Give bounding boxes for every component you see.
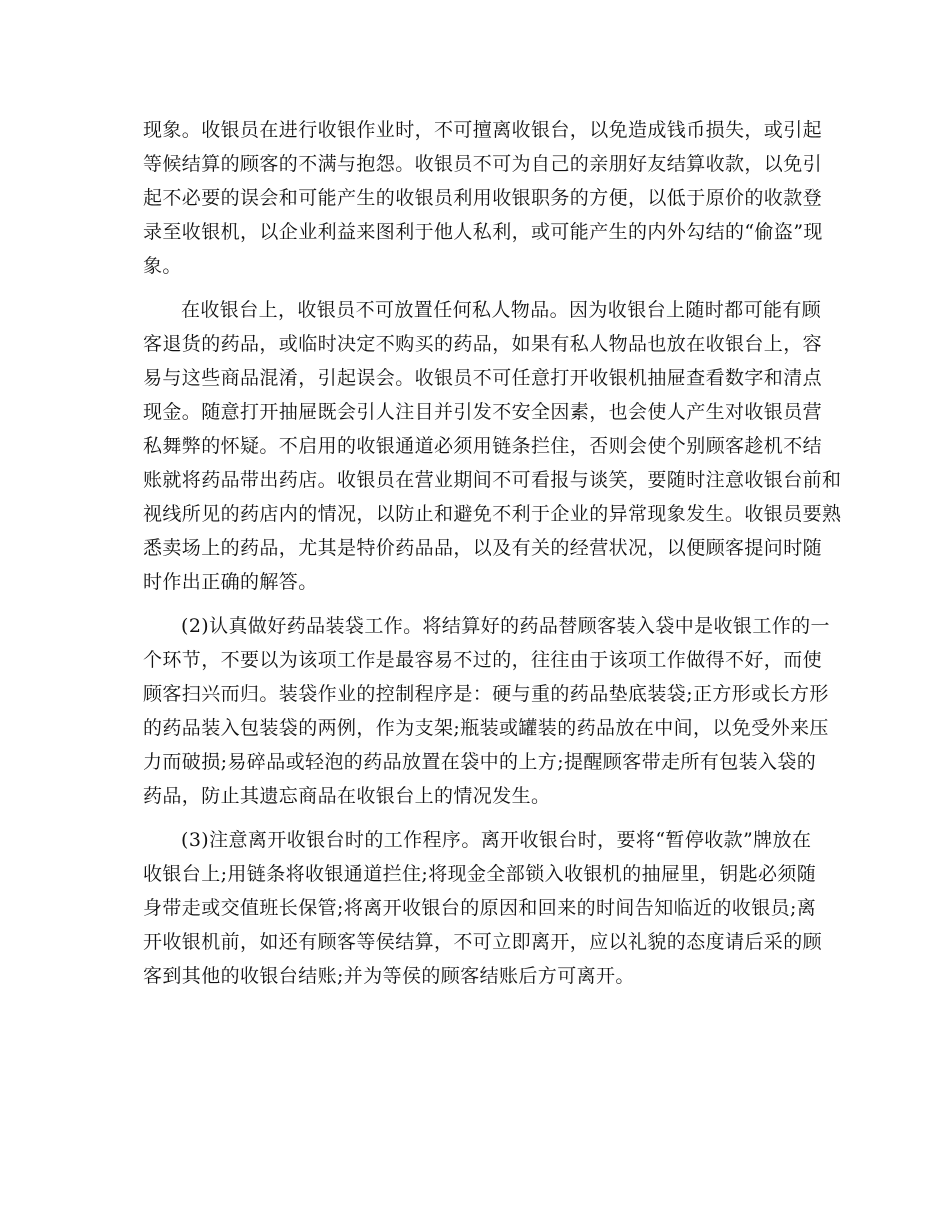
text-line: (2)认真做好药品装袋工作。将结算好的药品替顾客装入袋中是收银工作的一: [181, 615, 830, 637]
text-line: 身带走或交值班长保管;将离开收银台的原因和回来的时间告知临近的收银员;离: [143, 897, 817, 919]
text-line: 录至收银机，以企业利益来图利于他人私利，或可能产生的内外勾结的“偷盗”现: [143, 221, 823, 243]
text-line: 现象。收银员在进行收银作业时，不可擅离收银台，以免造成钱币损失，或引起: [143, 119, 823, 141]
text-line: 起不必要的误会和可能产生的收银员利用收银职务的方便，以低于原价的收款登: [143, 187, 823, 209]
text-line: 象。: [143, 255, 182, 277]
text-line: 视线所见的药店内的情况，以防止和避免不利于企业的异常现象发生。收银员要熟: [143, 503, 842, 525]
text-line: (3)注意离开收银台时的工作程序。离开收银台时，要将“暂停收款”牌放在: [181, 829, 812, 851]
text-line: 客到其他的收银台结账;并为等侯的顾客结账后方可离开。: [143, 965, 635, 987]
text-line: 的药品装入包装袋的两例，作为支架;瓶装或罐装的药品放在中间，以免受外来压: [143, 717, 829, 739]
text-line: 私舞弊的怀疑。不启用的收银通道必须用链条拦住，否则会使个别顾客趁机不结: [143, 435, 823, 457]
text-line: 现金。随意打开抽屉既会引人注目并引发不安全因素，也会使人产生对收银员营: [143, 401, 823, 423]
text-line: 开收银机前，如还有顾客等侯结算，不可立即离开，应以礼貌的态度请后采的顾: [143, 931, 823, 953]
text-line: 个环节，不要以为该项工作是最容易不过的，往往由于该项工作做得不好，而使: [143, 649, 823, 671]
text-line: 药品，防止其遗忘商品在收银台上的情况发生。: [143, 785, 551, 807]
text-line: 等候结算的顾客的不满与抱怨。收银员不可为自己的亲朋好友结算收款，以免引: [143, 153, 823, 175]
text-line: 时作出正确的解答。: [143, 571, 318, 593]
text-line: 在收银台上，收银员不可放置任何私人物品。因为收银台上随时都可能有顾: [181, 299, 822, 321]
text-line: 易与这些商品混淆，引起误会。收银员不可任意打开收银机抽屉查看数字和清点: [143, 367, 823, 389]
text-line: 力而破损;易碎品或轻泡的药品放置在袋中的上方;提醒顾客带走所有包装入袋的: [143, 751, 817, 773]
text-line: 客退货的药品，或临时决定不购买的药品，如果有私人物品也放在收银台上，容: [143, 333, 823, 355]
text-line: 账就将药品带出药店。收银员在营业期间不可看报与谈笑，要随时注意收银台前和: [143, 469, 842, 491]
text-line: 顾客扫兴而归。装袋作业的控制程序是：硬与重的药品垫底装袋;正方形或长方形: [143, 683, 829, 705]
text-line: 悉卖场上的药品，尤其是特价药品品，以及有关的经营状况，以便顾客提问时随: [143, 537, 823, 559]
text-line: 收银台上;用链条将收银通道拦住;将现金全部锁入收银机的抽屉里，钥匙必须随: [143, 863, 817, 885]
